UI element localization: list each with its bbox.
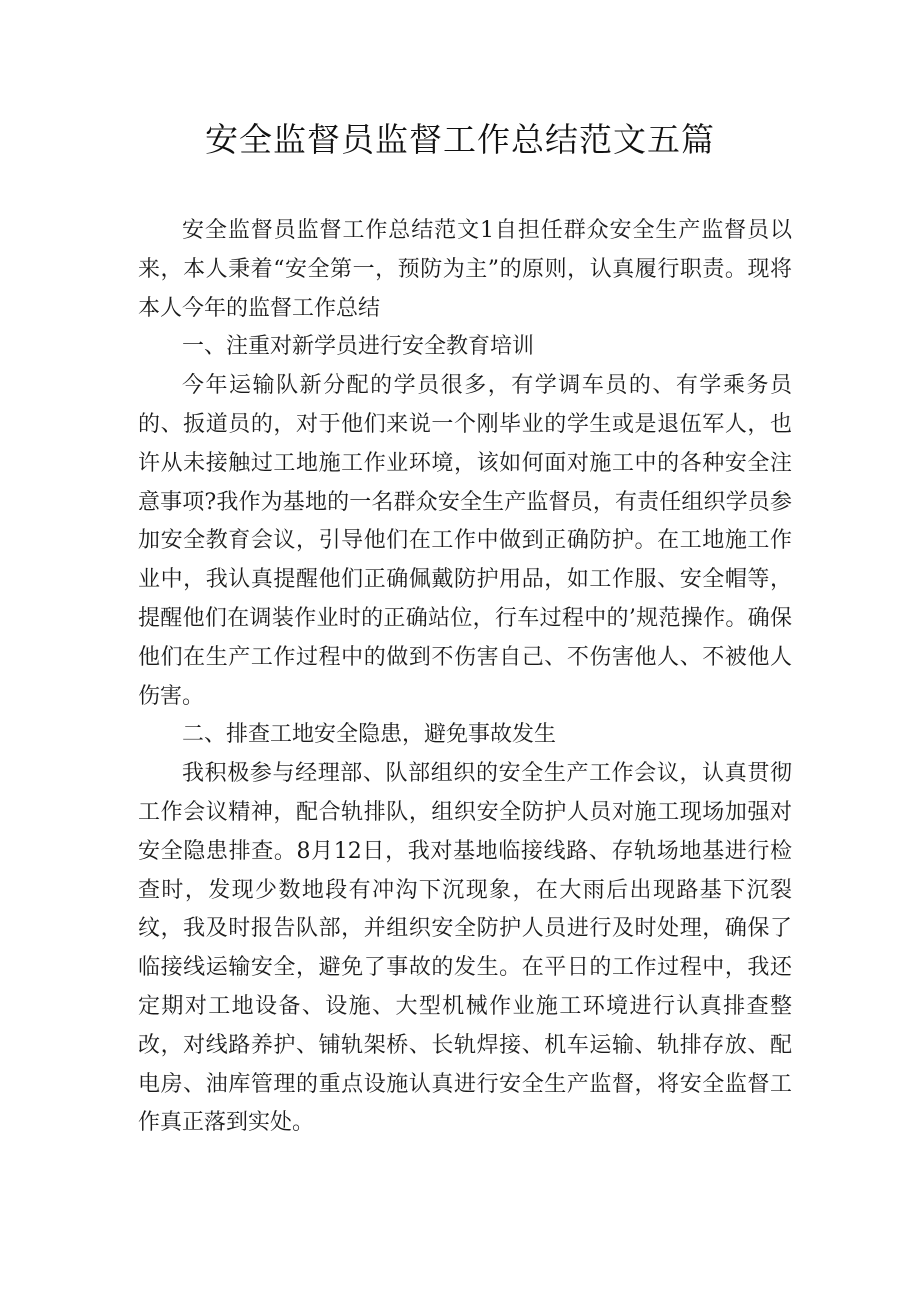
document-body (138, 212, 792, 1143)
paragraph-intro: 安全监督员监督工作总结范文1自担任群众安全生产监督员以来，本人秉着“安全第一，预防为主”的原则，认真履行职责。现将本人今年的监督工作总结 (138, 218, 792, 321)
document-title: 安全监督员监督工作总结范文五篇 (205, 120, 715, 159)
section-heading-2: 二、排查工地安全隐患，避免事故发生 (182, 722, 557, 748)
paragraph-inspection: 我积极参与经理部、队部组织的安全生产工作会议，认真贯彻工作会议精神，配合轨排队，组织安全防护人员对施工现场加强对安全隐患排查。8月12日，我对基地临接线路、存轨场地基进行检查时，发现少数地段有冲沟下沉现象，在大雨后出现路基下沉裂纹，我及时报告队部，并组织安全防护人员进行及时处理，确保了临接线运输安全，避免了事故的发生。在平日的工作过程中，我还定期对工地设备、设施、大型机械作业施工环境进行认真排查整改，对线路养护、铺轨架桥、长轨焊接、机车运输、轨排存放、配电房、油库管理的重点设施认真进行安全生产监督，将安全监督工作真正落到实处。 (138, 761, 792, 1136)
section-heading-1: 一、注重对新学员进行安全教育培训 (182, 334, 535, 360)
paragraph-training: 今年运输队新分配的学员很多，有学调车员的、有学乘务员的、扳道员的，对于他们来说一个刚毕业的学生或是退伍军人，也许从未接触过工地施工作业环境，该如何面对施工中的各种安全注意事项?我作为基地的一名群众安全生产监督员，有责任组织学员参加安全教育会议，引导他们在工作中做到正确防护。在工地施工作业中，我认真提醒他们正确佩戴防护用品，如工作服、安全帽等，提醒他们在调装作业时的正确站位，行车过程中的’规范操作。确保他们在生产工作过程中的做到不伤害自己、不伤害他人、不被他人伤害。 (138, 373, 792, 709)
